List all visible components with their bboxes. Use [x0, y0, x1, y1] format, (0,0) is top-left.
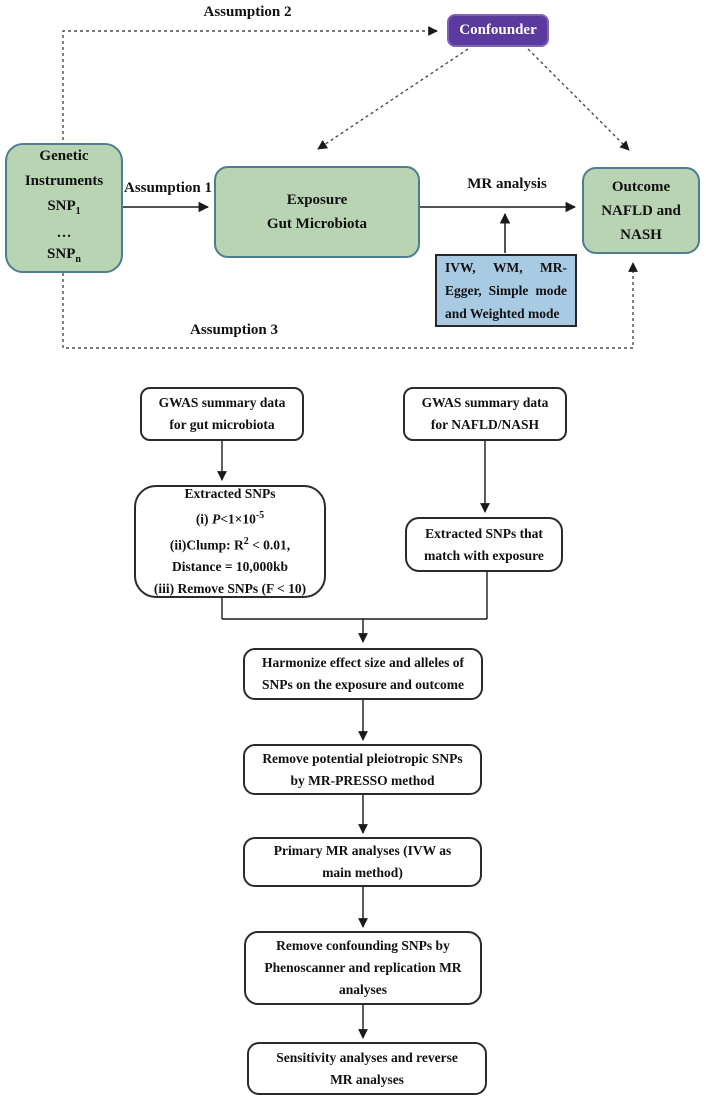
exposure-node	[214, 166, 420, 258]
extracted-snps-title: Extracted SNPs	[184, 486, 276, 501]
confounder-to-outcome-dashed-arrow	[528, 49, 629, 150]
genetic-line2: Instruments	[24, 173, 104, 189]
extracted-snps-crit3: (iii) Remove SNPs (F < 10)	[153, 581, 307, 596]
confounder-label: Confounder	[459, 22, 537, 38]
matched-snps-line1: Extracted SNPs that	[425, 525, 543, 541]
genetic-instruments-node	[5, 143, 123, 273]
primary-mr-box	[243, 837, 482, 887]
gwas-microbiota-line2: for gut microbiota	[169, 417, 275, 432]
phenoscanner-line1: Remove confounding SNPs by	[276, 938, 450, 953]
outcome-line3: NASH	[620, 226, 662, 243]
assumption2-dashed-arrow	[63, 31, 437, 140]
harmonize-line2: SNPs on the exposure and outcome	[262, 677, 464, 692]
extracted-snps-crit1: (i) $P<1\times 10^{-5}$	[195, 510, 265, 527]
sensitivity-line2: MR analyses	[330, 1071, 404, 1087]
exposure-line2: Gut Microbiota	[266, 216, 368, 232]
mr-presso-line1: Remove potential pleiotropic SNPs	[262, 750, 463, 766]
gwas-nafld-box	[403, 387, 567, 441]
phenoscanner-box	[244, 931, 482, 1005]
gwas-nafld-line2: for NAFLD/NASH	[430, 417, 540, 432]
mr-methods-row2: Egger, Simple mode	[445, 283, 567, 298]
outcome-line2: NAFLD and	[601, 202, 681, 219]
extracted-snps-box	[134, 485, 326, 598]
primary-mr-line1: Primary MR analyses (IVW as	[273, 843, 452, 858]
phenoscanner-line3: analyses	[338, 982, 387, 997]
gwas-nafld-line1: GWAS summary data	[421, 395, 549, 410]
mr-presso-line2: by MR-PRESSO method	[290, 772, 435, 788]
mr-methods-node	[435, 254, 577, 327]
extracted-snps-crit2: (ii)Clump: $R^2 < 0.01$,	[169, 535, 291, 552]
outcome-line1: Outcome	[611, 178, 671, 195]
genetic-line1: Genetic	[39, 148, 89, 164]
exposure-line1: Exposure	[286, 192, 348, 208]
snp-first: $SNP_1$	[47, 198, 81, 217]
primary-mr-line2: main method)	[322, 865, 403, 880]
phenoscanner-line2: Phenoscanner and replication MR	[264, 960, 462, 975]
matched-snps-box	[405, 517, 563, 572]
assumption1-label: Assumption 1	[124, 180, 212, 196]
mr-methods-row1: IVW, WM, MR-	[445, 260, 567, 275]
mr-presso-box	[243, 744, 482, 795]
mr-methods-row3: and Weighted mode	[445, 306, 560, 321]
snp-ellipsis: …	[56, 225, 72, 241]
matched-snps-line2: match with exposure	[424, 547, 544, 563]
sensitivity-box	[247, 1042, 487, 1095]
extracted-snps-crit2b: Distance = 10,000kb	[171, 559, 289, 574]
gwas-microbiota-line1: GWAS summary data	[158, 395, 286, 410]
gwas-microbiota-box	[140, 387, 304, 441]
assumption3-label: Assumption 3	[190, 322, 278, 338]
harmonize-line1: Harmonize effect size and alleles of	[261, 655, 465, 670]
outcome-node	[582, 167, 700, 254]
confounder-to-exposure-dashed-arrow	[318, 49, 468, 149]
snp-last: $SNP_n$	[47, 246, 81, 265]
mr-analysis-label: MR analysis	[467, 176, 547, 192]
confounder-node	[447, 14, 549, 47]
harmonize-box	[243, 648, 483, 700]
assumption2-label: Assumption 2	[203, 4, 292, 20]
sensitivity-line1: Sensitivity analyses and reverse	[276, 1049, 458, 1065]
